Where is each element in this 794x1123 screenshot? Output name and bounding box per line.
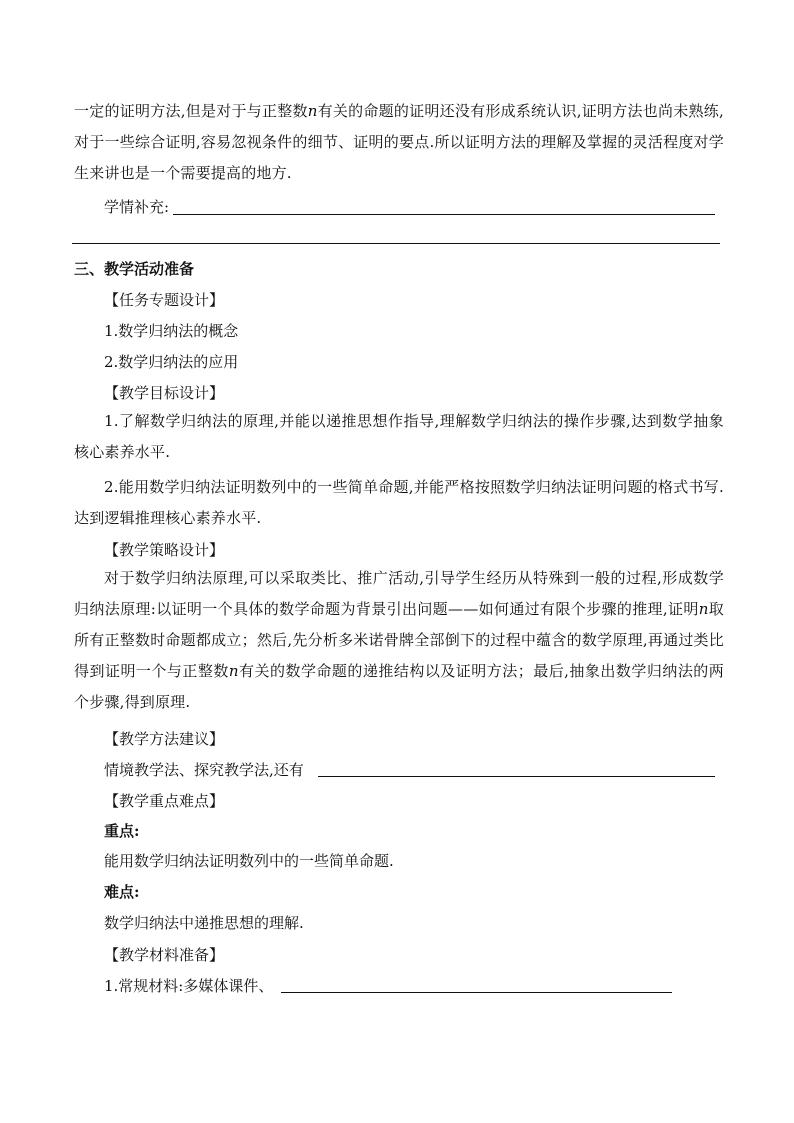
materials-fill-line[interactable] xyxy=(281,992,672,993)
xueqing-label: 学情补充: xyxy=(104,198,170,216)
strategy-paragraph xyxy=(74,563,724,718)
task-item-1: 1.数学归纳法的概念 xyxy=(104,322,239,340)
strategy-text-2: 取所有正整数时命题都成立；然后,先分析多米诺骨牌全部倒下的过程中蕴含的数学原理,再通过类比得到证明一个与正整数 xyxy=(74,600,724,680)
para1-text-start: 一定的证明方法,但是对于与正整数 xyxy=(74,102,308,120)
task-heading: 【任务专题设计】 xyxy=(104,291,225,309)
method-fill-line[interactable] xyxy=(318,776,715,777)
method-text: 情境教学法、探究教学法,还有 xyxy=(104,761,304,779)
difficult-text: 数学归纳法中递推思想的理解. xyxy=(104,914,304,932)
materials-item-1: 1.常规材料:多媒体课件、 xyxy=(104,977,274,995)
keypoints-heading: 【教学重点难点】 xyxy=(104,792,225,810)
key-text: 能用数学归纳法证明数列中的一些简单命题. xyxy=(104,852,394,870)
goal-1: 1.了解数学归纳法的原理,并能以递推思想作指导,理解数学归纳法的操作步骤,达到数学抽象核心素养水平. xyxy=(74,412,724,461)
goal-2: 2.能用数学归纳法证明数列中的一些简单命题,并能严格按照数学归纳法证明问题的格式书写.达到逻辑推理核心素养水平. xyxy=(74,478,724,527)
xueqing-fill-line-2[interactable] xyxy=(72,243,720,244)
variable-n: n xyxy=(228,662,239,680)
key-label: 重点: xyxy=(104,822,140,840)
section-heading: 三、教学活动准备 xyxy=(74,260,195,278)
variable-n: n xyxy=(307,102,318,120)
method-heading: 【教学方法建议】 xyxy=(104,730,225,748)
xueqing-fill-line[interactable] xyxy=(173,214,715,215)
strategy-heading: 【教学策略设计】 xyxy=(104,541,225,559)
task-item-2: 2.数学归纳法的应用 xyxy=(104,353,239,371)
difficult-label: 难点: xyxy=(104,883,140,901)
materials-heading: 【教学材料准备】 xyxy=(104,946,225,964)
para1-text-end: 有关的命题的证明还没有形成系统认识,证明方法也尚未熟练,对于一些综合证明,容易忽视条件的细节、证明的要点.所以证明方法的理解及掌握的灵活程度对学生来讲也是一个需要提高的地方. xyxy=(74,102,724,182)
intro-paragraph xyxy=(74,96,724,189)
variable-n: n xyxy=(698,600,709,618)
strategy-text-1: 对于数学归纳法原理,可以采取类比、推广活动,引导学生经历从特殊到一般的过程,形成数学归纳法原理:以证明一个具体的数学命题为背景引出问题——如何通过有限个步骤的推理,证明 xyxy=(74,569,724,618)
strategy-text-3: 有关的数学命题的递推结构以及证明方法；最后,抽象出数学归纳法的两个步骤,得到原理. xyxy=(74,662,724,711)
goal-heading: 【教学目标设计】 xyxy=(104,384,225,402)
